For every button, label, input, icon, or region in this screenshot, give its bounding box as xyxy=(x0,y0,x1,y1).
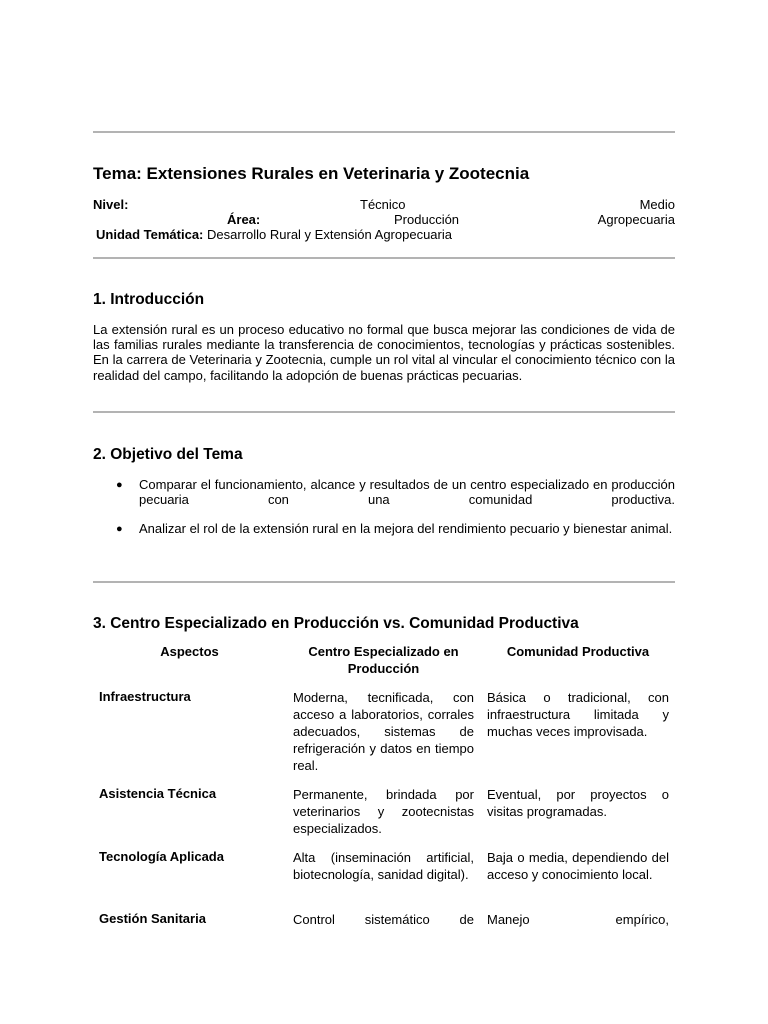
table-cell-comunidad: Manejo empírico, xyxy=(487,912,669,927)
section-heading-comparacion: 3. Centro Especializado en Producción vs. Comunidad Productiva xyxy=(93,615,579,632)
divider xyxy=(93,131,675,133)
area-value-2: Agropecuaria xyxy=(597,212,675,227)
introduccion-paragraph: La extensión rural es un proceso educativo no formal que busca mejorar las condiciones de vida de las familias rurales mediante la transferencia de conocimientos, tecnologías y prácticas sostenibles. En la carrera de Veterinaria y Zootecnia, cumple un rol vital al vincular el conocimiento técnico con la realidad del campo, facilitando la adopción de buenas prácticas pecuarias. xyxy=(93,322,675,383)
divider xyxy=(93,257,675,259)
table-cell-centro: Permanente, brindada por veterinarios y zootecnistas especializados. xyxy=(293,787,474,836)
table-cell-comunidad: Baja o media, dependiendo del acceso y conocimiento local. xyxy=(487,850,669,882)
area-label: Área: xyxy=(227,212,261,227)
divider xyxy=(93,411,675,413)
objetivo-bullet-1: Comparar el funcionamiento, alcance y resultados de un centro especializado en producción pecuaria con una comunidad productiva. xyxy=(139,477,675,508)
table-cell-comunidad: Eventual, por proyectos o visitas programadas. xyxy=(487,787,669,819)
divider xyxy=(93,581,675,583)
objetivo-bullet-2: Analizar el rol de la extensión rural en la mejora del rendimiento pecuario y bienestar animal. xyxy=(139,521,673,536)
unidad-label: Unidad Temática: xyxy=(96,227,204,242)
section-heading-objetivo: 2. Objetivo del Tema xyxy=(93,446,243,463)
table-row-aspecto: Tecnología Aplicada xyxy=(99,849,224,864)
table-row-aspecto: Infraestructura xyxy=(99,689,191,704)
nivel-value-1: Técnico xyxy=(360,197,406,212)
table-row-aspecto: Asistencia Técnica xyxy=(99,786,217,801)
table-row-aspecto: Gestión Sanitaria xyxy=(99,911,206,926)
bullet-icon: ● xyxy=(116,523,123,535)
table-header-comunidad: Comunidad Productiva xyxy=(506,644,650,659)
table-cell-centro: Alta (inseminación artificial, biotecnología, sanidad digital). xyxy=(293,850,474,882)
unidad-value: Desarrollo Rural y Extensión Agropecuaria xyxy=(207,227,452,242)
nivel-value-2: Medio xyxy=(639,197,675,212)
table-header-aspectos: Aspectos xyxy=(160,644,219,659)
table-cell-centro: Moderna, tecnificada, con acceso a laboratorios, corrales adecuados, sistemas de refrigeración y datos en tiempo real. xyxy=(293,690,474,773)
table-cell-centro: Control sistemático de xyxy=(293,912,474,927)
area-value-1: Producción xyxy=(394,212,460,227)
bullet-icon: ● xyxy=(116,479,123,491)
document-title: Tema: Extensiones Rurales en Veterinaria y Zootecnia xyxy=(93,164,530,183)
nivel-label: Nivel: xyxy=(93,197,129,212)
table-cell-comunidad: Básica o tradicional, con infraestructura limitada y muchas veces improvisada. xyxy=(487,690,669,739)
table-header-centro: Centro Especializado en Producción xyxy=(308,644,459,676)
section-heading-introduccion: 1. Introducción xyxy=(93,291,205,308)
